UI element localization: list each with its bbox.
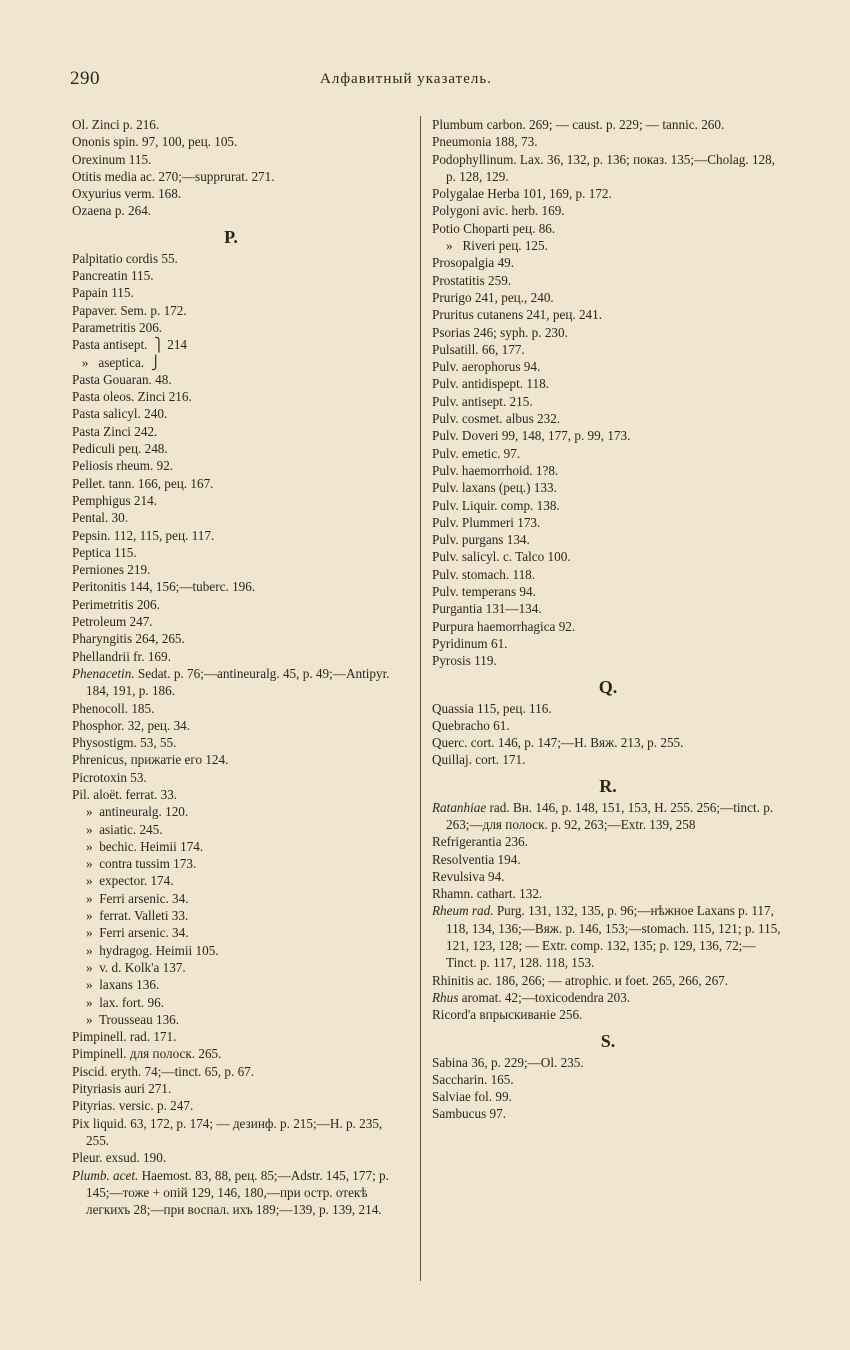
index-subentry: » Riveri рец. 125.	[446, 238, 548, 254]
index-entry: Pityriasis auri 271.	[72, 1081, 172, 1097]
running-title: Алфавитный указатель.	[320, 71, 492, 87]
index-entry: Pasta Zinci 242.	[72, 423, 158, 439]
index-entry: Palpitatio cordis 55.	[72, 250, 178, 266]
index-subentry: » bechic. Heimii 174.	[86, 838, 204, 854]
index-entry: Physostigm. 53, 55.	[72, 735, 177, 751]
index-subentry: » laxans 136.	[86, 977, 160, 993]
index-entry: Pulv. Liquir. comp. 138.	[432, 497, 560, 513]
index-entry: Polygalae Herba 101, 169, p. 172.	[432, 186, 612, 202]
index-entry: Pasta antisept. ⎫ 214	[72, 337, 188, 353]
index-entry: Papain 115.	[72, 285, 134, 301]
index-subentry: » ferrat. Valleti 33.	[86, 908, 189, 924]
index-entry: Sabina 36, p. 229;—Ol. 235.	[432, 1054, 584, 1070]
index-entry: Rhinitis ac. 186, 266; — atrophic. и foet. 265, 266, 267.	[432, 972, 729, 988]
index-entry-text: aromat. 42;—toxicodendra 203.	[458, 989, 631, 1005]
index-entry: Revulsiva 94.	[432, 868, 505, 884]
index-entry: Potio Choparti рец. 86.	[432, 220, 556, 236]
index-entry: Piscid. eryth. 74;—tinct. 65, p. 67.	[72, 1063, 255, 1079]
index-entry: Pasta Gouaran. 48.	[72, 371, 172, 387]
index-entry-lead: Phenacetin.	[72, 665, 135, 681]
index-entry: Polygoni avic. herb. 169.	[432, 203, 565, 219]
index-entry: Pil. aloёt. ferrat. 33.	[72, 786, 178, 802]
index-entry	[72, 665, 393, 700]
index-entry	[72, 1167, 393, 1219]
column-divider	[420, 116, 421, 1281]
index-entry: Otitis media ac. 270;—supprurat. 271.	[72, 168, 275, 184]
index-entry: Perimetritis 206.	[72, 596, 160, 612]
index-entry: Phellandrii fr. 169.	[72, 648, 171, 664]
section-letter-heading: P.	[224, 226, 238, 247]
index-entry-text: Purg. 131, 132, 135, p. 96;—нѣжное Laxans p. 117, 118, 134, 136;—Вяж. p. 146, 153;—stomach. 115, 121; p. 115, 121, 123, 128; — Extr. comp. 132, 135; p. 129, 136, 72;—Tinct. p. 117, 128. 118, 153.	[446, 903, 784, 971]
index-subentry: » Ferri arsenic. 34.	[86, 890, 189, 906]
index-entry: Pediculi рец. 248.	[72, 441, 168, 457]
index-entry: Picrotoxin 53.	[72, 769, 147, 785]
index-entry: Sambucus 97.	[432, 1106, 506, 1122]
section-letter-heading: Q.	[598, 676, 618, 697]
index-entry: Orexinum 115.	[72, 151, 152, 167]
index-entry: Pasta oleos. Zinci 216.	[72, 389, 192, 405]
index-entry: Prurigo 241, рец., 240.	[432, 289, 554, 305]
index-entry: Salviae fol. 99.	[432, 1089, 512, 1105]
index-entry: Pental. 30.	[72, 510, 129, 526]
index-entry: Pharyngitis 264, 265.	[72, 631, 185, 647]
index-entry: Parametritis 206.	[72, 319, 163, 335]
index-entry: Pulv. aerophorus 94.	[432, 359, 541, 375]
index-entry: Quebracho 61.	[432, 717, 510, 733]
index-entry: Phenocoll. 185.	[72, 700, 155, 716]
index-entry: Resolventia 194.	[432, 851, 521, 867]
index-subentry: » expector. 174.	[86, 873, 174, 889]
index-subentry: » contra tussim 173.	[86, 856, 197, 872]
index-entry: Pulv. cosmet. albus 232.	[432, 411, 561, 427]
index-entry	[432, 799, 784, 834]
index-entry: Peliosis rheum. 92.	[72, 458, 174, 474]
index-entry-text: Sedat. p. 76;—antineuralg. 45, p. 49;—Antipyr. 184, 191, p. 186.	[86, 665, 393, 699]
index-subentry: » antineuralg. 120.	[86, 804, 189, 820]
index-entry: Perniones 219.	[72, 562, 151, 578]
index-entry: Pulv. antisept. 215.	[432, 393, 533, 409]
index-entry: Prosopalgia 49.	[432, 255, 515, 271]
index-entry: Ononis spin. 97, 100, рец. 105.	[72, 134, 238, 150]
index-entry: Psorias 246; syph. p. 230.	[432, 324, 568, 340]
index-entry: Phrenicus, прижатіе его 124.	[72, 752, 229, 768]
index-entry-lead: Rheum rad.	[432, 903, 494, 919]
index-subentry: » hydragog. Heimii 105.	[86, 942, 219, 958]
index-entry: Plumbum carbon. 269; — caust. p. 229; — tannic. 260.	[432, 117, 725, 132]
index-entry: Pulv. salicyl. c. Talco 100.	[432, 549, 571, 565]
index-entry: Pyridinum 61.	[432, 635, 508, 651]
index-entry-text: Haemost. 83, 88, рец. 85;—Adstr. 145, 177; p. 145;—тоже + опій 129, 146, 180,—при остр. отекѣ легкихъ 28;—при воспал. ихъ 189;—139, p. 139, 214.	[86, 1167, 393, 1218]
index-entry: Pulv. Plummeri 173.	[432, 514, 541, 530]
index-entry-text: rad. Вн. 146, p. 148, 151, 153, H. 255. 256;—tinct. p. 263;—для полоск. p. 92, 263;—Extr. 139, 258	[446, 799, 777, 832]
left-column	[72, 116, 393, 1218]
index-entry: Ol. Zinci p. 216.	[72, 117, 160, 132]
index-subentry: » v. d. Kolk'a 137.	[86, 959, 186, 975]
index-entry: Pancreatin 115.	[72, 268, 154, 284]
index-entry: Pulv. stomach. 118.	[432, 566, 536, 582]
index-entry: Podophyllinum. Lax. 36, 132, p. 136; показ. 135;—Cholag. 128, p. 128, 129.	[432, 151, 779, 184]
index-entry: Pulv. temperans 94.	[432, 584, 536, 600]
index-entry: Phosphor. 32, рец. 34.	[72, 717, 191, 733]
index-entry: Quassia 115, рец. 116.	[432, 700, 552, 716]
index-entry: Pulv. Doveri 99, 148, 177, p. 99, 173.	[432, 428, 631, 444]
index-entry-lead: Rhus	[432, 989, 459, 1005]
index-entry: Purgantia 131—134.	[432, 601, 542, 617]
index-entry: Rhamn. cathart. 132.	[432, 886, 543, 902]
index-entry: Pityrias. versic. p. 247.	[72, 1098, 194, 1114]
index-entry: Peritonitis 144, 156;—tuberc. 196.	[72, 579, 256, 595]
index-entry: Querc. cort. 146, p. 147;—H. Вяж. 213, p. 255.	[432, 735, 684, 751]
index-subentry: » Trousseau 136.	[86, 1011, 180, 1027]
index-entry: Pulv. laxans (рец.) 133.	[432, 480, 557, 496]
index-entry: Pulv. purgans 134.	[432, 532, 530, 548]
index-entry: Saccharin. 165.	[432, 1071, 514, 1087]
index-entry: Pyrosis 119.	[432, 653, 497, 669]
index-entry: Pruritus cutanens 241, рец. 241.	[432, 307, 603, 323]
index-entry: Pasta salicyl. 240.	[72, 406, 168, 422]
index-entry: Pemphigus 214.	[72, 492, 157, 508]
index-entry: Purpura haemorrhagica 92.	[432, 618, 576, 634]
index-entry: Pimpinell. rad. 171.	[72, 1029, 177, 1045]
section-letter-heading: S.	[600, 1030, 616, 1051]
index-entry: Pleur. exsud. 190.	[72, 1150, 167, 1166]
index-entry: Peptica 115.	[72, 544, 137, 560]
index-entry: Pulv. haemorrhoid. 1?8.	[432, 462, 559, 478]
index-entry	[432, 902, 784, 971]
index-entry	[432, 989, 784, 1006]
index-entry: Ozaena p. 264.	[72, 203, 152, 219]
index-entry: Petroleum 247.	[72, 614, 153, 630]
index-entry: Pulsatill. 66, 177.	[432, 341, 525, 357]
index-subentry: » asiatic. 245.	[86, 821, 163, 837]
index-entry: Quillaj. cort. 171.	[432, 752, 526, 768]
page-number: 290	[70, 68, 100, 89]
index-entry: Ricord'a впрыскиваніе 256.	[432, 1007, 583, 1023]
index-entry: Pulv. antidispept. 118.	[432, 376, 549, 392]
index-entry-lead: Ratanhiae	[432, 799, 487, 815]
index-entry-lead: Plumb. acet.	[72, 1167, 139, 1183]
index-entry: Pulv. emetic. 97.	[432, 445, 521, 461]
index-subentry: » Ferri arsenic. 34.	[86, 925, 189, 941]
right-column	[432, 116, 784, 1123]
index-entry: Prostatitis 259.	[432, 272, 512, 288]
index-entry: Oxyurius verm. 168.	[72, 186, 182, 202]
index-entry: Pepsin. 112, 115, рец. 117.	[72, 527, 215, 543]
index-entry: Pellet. tann. 166, рец. 167.	[72, 475, 214, 491]
index-entry: Pneumonia 188, 73.	[432, 134, 538, 150]
index-subentry: » lax. fort. 96.	[86, 994, 165, 1010]
index-entry: Pimpinell. для полоск. 265.	[72, 1046, 222, 1062]
index-entry: Refrigerantia 236.	[432, 834, 528, 850]
index-entry: Pix liquid. 63, 172, p. 174; — дезинф. p. 215;—H. p. 235, 255.	[72, 1115, 386, 1148]
index-entry: Papaver. Sem. p. 172.	[72, 302, 187, 318]
section-letter-heading: R.	[599, 775, 617, 796]
index-entry: » aseptica. ⎭	[72, 354, 161, 370]
